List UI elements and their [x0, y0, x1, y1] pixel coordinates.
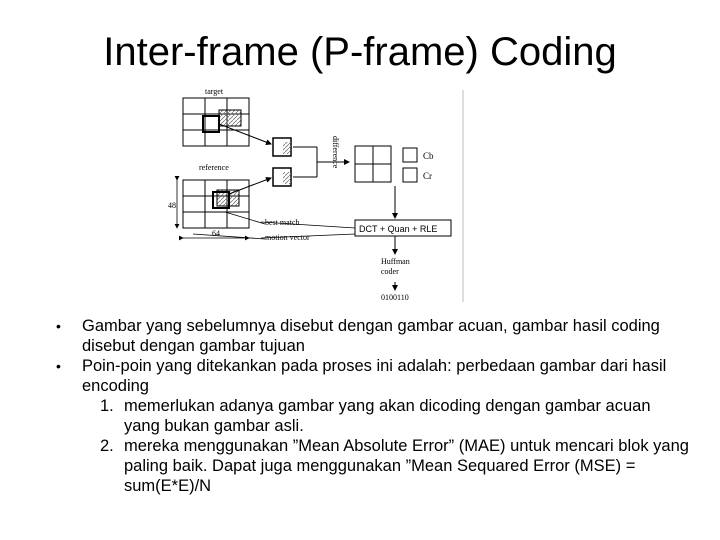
coder-label: coder [381, 267, 399, 276]
bullet-item [52, 356, 692, 396]
item-text: memerlukan adanya gambar yang akan dicoding dengan gambar acuan yang bukan gambar asli. [124, 397, 674, 435]
bullet-text: Poin-poin yang ditekankan pada proses ini adalah: perbedaan gambar dari hasil encoding [82, 357, 667, 395]
dct-label: DCT + Quan + RLE [359, 224, 438, 234]
cr-label: Cr [423, 171, 432, 181]
target-label: target [205, 87, 224, 96]
reference-label: reference [199, 163, 229, 172]
bitstream-label: 0100110 [381, 293, 409, 302]
reference-grid [183, 180, 249, 228]
slide-title: Inter-frame (P-frame) Coding [103, 30, 617, 74]
bullet-text: Gambar yang sebelumnya disebut dengan gambar acuan, gambar hasil coding disebut dengan gambar tujuan [82, 317, 660, 355]
bullet-list [52, 316, 692, 496]
motion-vector-label: motion vector [265, 233, 310, 242]
bullet-dot: • [56, 358, 61, 374]
item-number: 2. [100, 437, 114, 455]
cb-label: Cb [423, 151, 434, 161]
best-match-label: best match [265, 218, 300, 227]
numbered-item [52, 436, 692, 496]
item-text: mereka menggunakan ”Mean Absolute Error” (MAE) untuk mencari blok yang paling baik. Dapat juga menggunakan ”Mean Sequared Error (MSE) = sum(E*E)/N [124, 437, 689, 495]
bullet-item [52, 316, 692, 356]
huffman-label: Huffman [381, 257, 410, 266]
p-frame-diagram [165, 84, 470, 306]
yuv-block-grid [355, 146, 417, 182]
width-label: 64 [212, 229, 220, 238]
target-grid [183, 98, 249, 146]
height-label: 48 [168, 201, 176, 210]
item-number: 1. [100, 397, 114, 415]
bullet-dot: • [56, 318, 61, 334]
difference-label: difference [331, 136, 340, 169]
numbered-item [52, 396, 692, 436]
